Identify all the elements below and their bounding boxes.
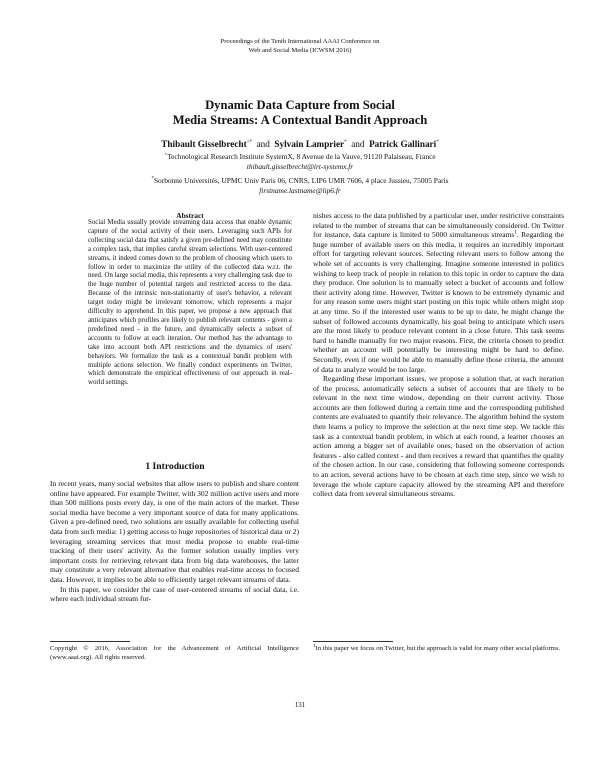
author-1: Thibault Gisselbrecht [161,139,247,149]
paper-title [0,98,600,128]
intro-paragraph-3 [313,211,564,374]
intro-paragraph-3b: . Regarding the huge number of available users on this media, it requires an incredibly important effort for targeting relevant sources. Selecting relevant users to follow among the whole set of accounts is very challenging. Imagine someone interested in politics wishing to keep track of people in relation to this topic in order to capture the data they produce. One solution is to manually select a bucket of accounts and follow their activity along time. However, Twitter is known to be extremely dynamic and for any reason some users might start posting on this topic while others might stop at any time. So if the interested user wants to be up to date, he might change the subset of followed accounts dynamically, his goal being to anticipate which users are the most likely to produce relevant content in a close future. This task seems hard to handle manually for two major reasons. First, the criteria chosen to predict whether an account will potentially be interesting might be hard to define. Secondly, even if one would be able to manually define those criteria, the amount of data to analyze would be too large. [313,230,564,374]
intro-paragraph-1: In recent years, many social websites that allow users to publish and share content online have appeared. For example Twitter, with 302 million active users and more than 500 millions posts every day, is one of the main actors of the market. These social media have become a very important source of data for many applications. Given a pre-defined need, two solutions are usually available for collecting useful data from such media: 1) getting access to huge repositories of historical data or 2) leveraging streaming services that most media propose to enable real-time tracking of their users' activity. As the former solution usually implies very important costs for retrieving relevant data from big data warehouses, the latter may constitute a very relevant alternative that enables real-time access to focused data. However, it implies to be able to efficiently target relevant streams of data. [50,479,299,584]
email-2: firstname.lastname@lip6.fr [259,186,341,195]
title-line-1: Dynamic Data Capture from Social [205,98,395,112]
author-2: Sylvain Lamprier [274,139,345,149]
page-number: 131 [294,701,306,709]
affiliation-1-mark: + [164,152,168,158]
proceedings-line-2: Web and Social Media (ICWSM 2016) [248,46,352,54]
footnote-rule [313,641,393,642]
abstract-heading: Abstract [176,211,204,220]
intro-paragraph-3a: nishes access to the data published by a particular user, under restrictive constraints related to the number of streams that can be simultaneously considered. On Twitter for instance, data capture is limited to 5000 simultaneous streams [313,211,564,240]
intro-paragraph-4: Regarding these important issues, we propose a solution that, at each iteration of the process, automatically selects a subset of accounts that are likely to be relevant in the next time window, depending on their current activity. Those accounts are then followed during a certain time and the corresponding published contents are evaluated to quantify their relevance. The algorithm behind the system then learns a policy to improve the selection at the next time step. We tackle this task as a contextual bandit problem, in which at each round, a learner chooses an action among a bigger set of available ones, based on the observation of action features - also called context - and then receives a reward that quantifies the quality of the chosen action. In our case, considering that following someone corresponds to an action, several actions have to be chosen at each time step, since we wish to leverage the whole capture capacity allowed by the streaming API and therefore collect data from several simultaneous streams. [313,374,564,499]
author-list [0,139,600,150]
title-line-2: Media Streams: A Contextual Bandit Approach [172,113,428,127]
abstract-text: Social Media usually provide streaming data access that enable dynamic capture of the social activity of their users. Leveraging such APIs for collecting social data that satisfy a given pre-defined need may constitute a complex task, that implies careful stream selections. With user-centered streams, it indeed comes down to the problem of choosing which users to follow in order to maximize the utility of the collected data w.r.t. the need. On large social media, this represents a very challenging task due to the huge number of potential targets and restricted access to the data. Because of the intrinsic non-stationarity of user's behavior, a relevant target today might be irrelevant tomorrow, which represents a major difficulty to apprehend. In this paper, we propose a new approach that anticipates which profiles are likely to publish relevant contents - given a predefined need - in the future, and dynamically selects a subset of accounts to follow at each iteration. Our method has the advantage to take into account both API restrictions and the dynamics of users' behaviors. We formalize the task as a contextual bandit problem with multiple actions selection. We finally conduct experiments on Twitter, which demonstrate the empirical effectiveness of our approach in real-world settings. [88,219,292,387]
right-column [313,211,564,499]
left-column [50,479,299,604]
footnote [313,645,564,654]
affiliation-1 [0,152,600,161]
intro-paragraph-2: In this paper, we consider the case of user-centered streams of social data, i.e. where each individual stream fur- [50,584,299,604]
author-sep-2: and [351,139,365,149]
proceedings-header [0,38,600,55]
affiliation-1-text: Technological Research Institute SystemX, 8 Avenue de la Vauve, 91120 Palaiseau, France [167,152,436,161]
copyright-rule [50,641,130,642]
affiliation-2 [0,176,600,185]
proceedings-line-1: Proceedings of the Tenth International AAAI Conference on [220,38,380,45]
author-2-mark: * [344,139,347,145]
footnote-mark: 1 [313,643,316,649]
author-3: Patrick Gallinari [369,139,437,149]
affiliation-2-mark: * [151,176,154,182]
footnote-ref: 1 [514,230,517,236]
copyright-notice: Copyright © 2016, Association for the Advancement of Artificial Intelligence (www.aaai.org). All rights reserved. [50,645,299,661]
affiliation-2-text: Sorbonne Universités, UPMC Univ Paris 06, CNRS, LIP6 UMR 7606, 4 place Jussieu, 75005 Paris [153,176,449,185]
author-3-mark: * [436,139,439,145]
section-heading-introduction: 1 Introduction [145,461,205,472]
footnote-text: In this paper we focus on Twitter, but the approach is valid for many other social platforms. [315,645,561,652]
author-1-mark: +* [246,139,252,145]
author-sep-1: and [256,139,270,149]
email-1: thibault.gisselbrecht@irt-systemx.fr [246,162,354,171]
